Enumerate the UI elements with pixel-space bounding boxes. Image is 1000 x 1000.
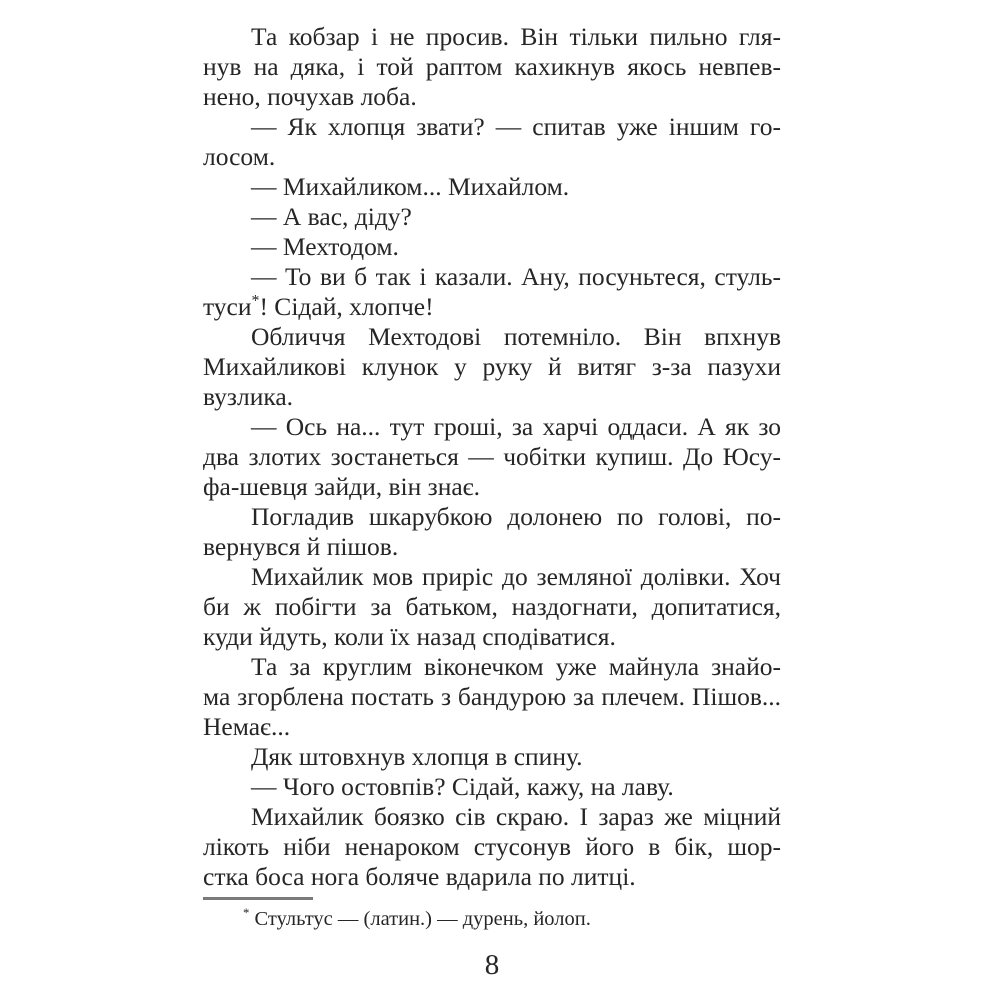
footnote-text: Стультус — (латин.) — дурень, йолоп. — [254, 908, 591, 930]
text-block — [203, 22, 781, 892]
text-line: Михайликові клунок у руку й витяг з-за пазухи — [203, 352, 781, 381]
text-line: — То ви б так і казали. Ану, посуньтеся, стуль- — [251, 262, 781, 291]
paragraph — [203, 772, 781, 802]
text-line: Дяк штовхнув хлопця в спину. — [251, 742, 583, 771]
paragraph — [203, 112, 781, 172]
text-line: Та за круглим віконечком уже майнула знайо- — [251, 652, 781, 681]
paragraph — [203, 652, 781, 742]
footnote — [203, 906, 781, 933]
text-line: — Мехтодом. — [251, 232, 399, 261]
paragraph — [203, 742, 781, 772]
text-line: два злотих зостанеться — чобітки купиш. До Юсу- — [203, 442, 781, 471]
paragraph — [203, 202, 781, 232]
text-line: — Михайликом... Михайлом. — [251, 172, 570, 201]
text-line: — Чого остовпів? Сідай, кажу, на лаву. — [251, 772, 674, 801]
page-number: 8 — [484, 949, 500, 981]
text-line: Михайлик мов приріс до земляної долівки. Хоч — [251, 562, 781, 591]
text-line — [203, 292, 781, 322]
footnote-ref-marker: * — [251, 292, 260, 310]
paragraph — [203, 22, 781, 112]
paragraph — [203, 262, 781, 322]
paragraph — [203, 232, 781, 262]
text-line: нено, почухав лоба. — [203, 82, 417, 111]
paragraph — [203, 562, 781, 652]
text-line: вернувся й пішов. — [203, 532, 399, 561]
footnote-separator — [203, 897, 313, 900]
text-line: — Ось на... тут гроші, за харчі оддаси. А як зо — [251, 412, 781, 441]
text-line: Михайлик боязко сів скраю. І зараз же міцний — [251, 802, 781, 831]
text-line: стка боса нога боляче вдарила по литці. — [203, 862, 636, 891]
text-line: — Як хлопця звати? — спитав уже іншим го- — [251, 112, 781, 141]
paragraph — [203, 802, 781, 892]
paragraph — [203, 172, 781, 202]
text-line: — А вас, діду? — [251, 202, 412, 231]
text-line: ма згорблена постать з бандурою за плечем. Пішов... — [203, 682, 781, 711]
text-line: куди йдуть, коли їх назад сподіватися. — [203, 622, 616, 651]
text-line: Та кобзар і не просив. Він тільки пильно гля- — [251, 22, 781, 51]
text-line: Немає... — [203, 712, 291, 741]
text-line: нув на дяка, і той раптом кахикнув якось невпев- — [203, 52, 781, 81]
text-segment: ! Сідай, хлопче! — [259, 292, 434, 321]
text-line: Обличчя Мехтодові потемніло. Він впхнув — [251, 322, 781, 351]
paragraph — [203, 502, 781, 562]
footnote-marker: * — [243, 906, 250, 921]
text-segment: туси — [203, 292, 252, 321]
paragraph — [203, 322, 781, 412]
text-line: вузлика. — [203, 382, 294, 411]
text-line: Погладив шкарубкою долонею по голові, по- — [251, 502, 781, 531]
paragraph — [203, 412, 781, 502]
text-line: лікоть ніби ненароком стусонув його в бік, шор- — [203, 832, 781, 861]
text-line: фа-шевця зайди, він знає. — [203, 472, 480, 501]
text-line: лосом. — [203, 142, 276, 171]
text-line: би ж побігти за батьком, наздогнати, допитатися, — [203, 592, 781, 621]
